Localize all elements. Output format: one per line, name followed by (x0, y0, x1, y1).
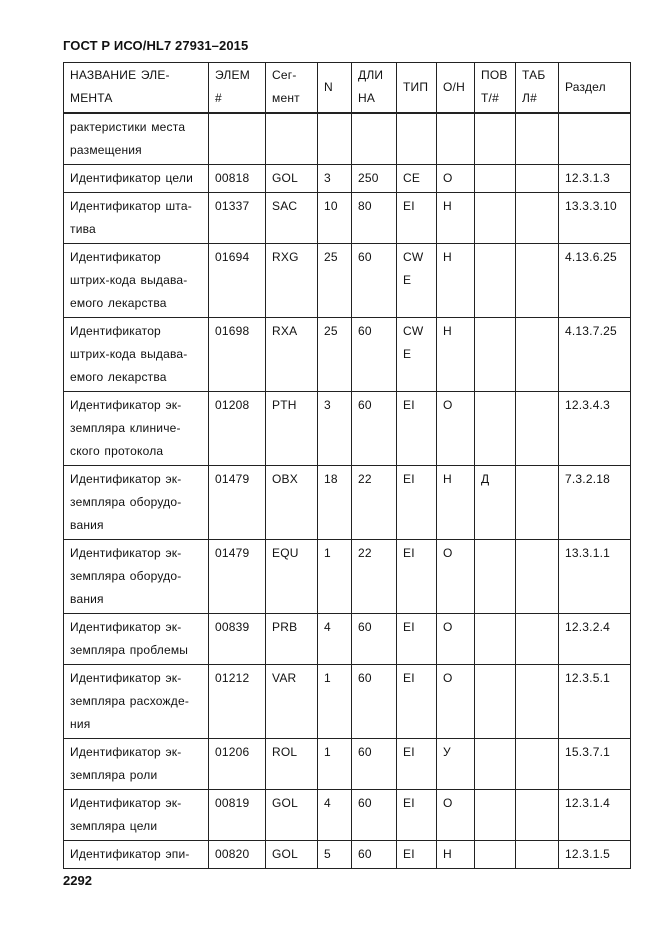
elem-number-cell: 01698 (209, 318, 266, 392)
table-ref-cell (516, 318, 559, 392)
section-cell (559, 113, 631, 165)
elem-number-cell (209, 113, 266, 165)
type-cell: EI (397, 841, 437, 869)
length-cell: 60 (352, 614, 397, 665)
element-name-cell: Идентификатор эк-земпляра оборудо-вания (64, 466, 209, 540)
table-ref-cell (516, 392, 559, 466)
segment-cell: PTH (266, 392, 318, 466)
element-name-cell: Идентификатор эк-земпляра клиниче-ского протокола (64, 392, 209, 466)
rep-cell (475, 841, 516, 869)
rep-cell (475, 665, 516, 739)
section-cell: 12.3.1.4 (559, 790, 631, 841)
column-header-segment: Сег-мент (266, 63, 318, 114)
length-cell: 80 (352, 193, 397, 244)
section-cell: 4.13.7.25 (559, 318, 631, 392)
element-name-cell: Идентификатор эк-земпляра роли (64, 739, 209, 790)
length-cell: 22 (352, 466, 397, 540)
rep-cell (475, 165, 516, 193)
table-ref-cell (516, 790, 559, 841)
column-header-length: ДЛИ НА (352, 63, 397, 114)
on-cell: О (437, 614, 475, 665)
table-row (64, 244, 631, 318)
on-cell: О (437, 540, 475, 614)
n-cell: 25 (318, 318, 352, 392)
n-cell: 1 (318, 540, 352, 614)
on-cell: О (437, 392, 475, 466)
elem-number-cell: 01479 (209, 466, 266, 540)
segment-cell: SAC (266, 193, 318, 244)
column-header-tbl: ТАБ Л# (516, 63, 559, 114)
length-cell: 60 (352, 841, 397, 869)
table-row (64, 540, 631, 614)
on-cell: О (437, 165, 475, 193)
element-name-cell: Идентификатор штрих-кода выдава-емого лекарства (64, 318, 209, 392)
table-row (64, 614, 631, 665)
table-row (64, 739, 631, 790)
table-ref-cell (516, 540, 559, 614)
page-number: 2292 (63, 873, 92, 888)
on-cell: Н (437, 318, 475, 392)
elem-number-cell: 00839 (209, 614, 266, 665)
column-header-rep: ПОВ Т/# (475, 63, 516, 114)
table-row (64, 790, 631, 841)
type-cell: EI (397, 540, 437, 614)
section-cell: 12.3.2.4 (559, 614, 631, 665)
n-cell: 1 (318, 739, 352, 790)
n-cell: 5 (318, 841, 352, 869)
table-ref-cell (516, 614, 559, 665)
elem-number-cell: 00818 (209, 165, 266, 193)
type-cell: EI (397, 790, 437, 841)
section-cell: 12.3.5.1 (559, 665, 631, 739)
table-row (64, 193, 631, 244)
on-cell: Н (437, 244, 475, 318)
n-cell: 4 (318, 790, 352, 841)
segment-cell: ROL (266, 739, 318, 790)
table-ref-cell (516, 193, 559, 244)
on-cell: О (437, 790, 475, 841)
length-cell: 250 (352, 165, 397, 193)
elem-number-cell: 01479 (209, 540, 266, 614)
rep-cell (475, 392, 516, 466)
elem-number-cell: 01337 (209, 193, 266, 244)
table-ref-cell (516, 113, 559, 165)
section-cell: 4.13.6.25 (559, 244, 631, 318)
section-cell: 12.3.1.5 (559, 841, 631, 869)
elem-number-cell: 01208 (209, 392, 266, 466)
table-ref-cell (516, 739, 559, 790)
segment-cell (266, 113, 318, 165)
table-ref-cell (516, 466, 559, 540)
column-header-type: ТИП (397, 63, 437, 114)
table-row (64, 392, 631, 466)
element-name-cell: Идентификатор эк-земпляра оборудо-вания (64, 540, 209, 614)
length-cell (352, 113, 397, 165)
table-row (64, 665, 631, 739)
column-header-on: О/Н (437, 63, 475, 114)
length-cell: 60 (352, 790, 397, 841)
length-cell: 60 (352, 665, 397, 739)
on-cell: О (437, 665, 475, 739)
length-cell: 60 (352, 318, 397, 392)
segment-cell: OBX (266, 466, 318, 540)
section-cell: 15.3.7.1 (559, 739, 631, 790)
type-cell: CW E (397, 318, 437, 392)
rep-cell (475, 193, 516, 244)
section-cell: 12.3.4.3 (559, 392, 631, 466)
length-cell: 60 (352, 244, 397, 318)
type-cell: EI (397, 739, 437, 790)
table-body (64, 113, 631, 869)
element-name-cell: Идентификатор шта-тива (64, 193, 209, 244)
type-cell: EI (397, 193, 437, 244)
section-cell: 13.3.1.1 (559, 540, 631, 614)
table-ref-cell (516, 244, 559, 318)
segment-cell: GOL (266, 790, 318, 841)
type-cell (397, 113, 437, 165)
table-ref-cell (516, 841, 559, 869)
rep-cell (475, 318, 516, 392)
rep-cell (475, 614, 516, 665)
segment-cell: GOL (266, 165, 318, 193)
rep-cell (475, 790, 516, 841)
elem-number-cell: 00819 (209, 790, 266, 841)
table-ref-cell (516, 165, 559, 193)
on-cell: Н (437, 466, 475, 540)
on-cell: У (437, 739, 475, 790)
table-header-row (64, 63, 631, 114)
on-cell: Н (437, 193, 475, 244)
segment-cell: PRB (266, 614, 318, 665)
segment-cell: VAR (266, 665, 318, 739)
on-cell (437, 113, 475, 165)
column-header-elem: ЭЛЕМ # (209, 63, 266, 114)
element-name-cell: Идентификатор штрих-кода выдава-емого лекарства (64, 244, 209, 318)
elem-number-cell: 01206 (209, 739, 266, 790)
element-name-cell: Идентификатор эк-земпляра проблемы (64, 614, 209, 665)
rep-cell (475, 244, 516, 318)
table-row (64, 113, 631, 165)
elem-number-cell: 01694 (209, 244, 266, 318)
element-name-cell: Идентификатор цели (64, 165, 209, 193)
rep-cell (475, 540, 516, 614)
section-cell: 13.3.3.10 (559, 193, 631, 244)
element-name-cell: Идентификатор эпи- (64, 841, 209, 869)
length-cell: 60 (352, 392, 397, 466)
type-cell: EI (397, 614, 437, 665)
column-header-name: НАЗВАНИЕ ЭЛЕ-МЕНТА (64, 63, 209, 114)
section-cell: 7.3.2.18 (559, 466, 631, 540)
table-row (64, 165, 631, 193)
length-cell: 60 (352, 739, 397, 790)
rep-cell (475, 113, 516, 165)
element-name-cell: Идентификатор эк-земпляра цели (64, 790, 209, 841)
type-cell: EI (397, 665, 437, 739)
segment-cell: RXG (266, 244, 318, 318)
element-name-cell: Идентификатор эк-земпляра расхожде-ния (64, 665, 209, 739)
n-cell: 3 (318, 165, 352, 193)
section-cell: 12.3.1.3 (559, 165, 631, 193)
n-cell (318, 113, 352, 165)
rep-cell (475, 739, 516, 790)
column-header-section: Раздел (559, 63, 631, 114)
segment-cell: RXA (266, 318, 318, 392)
type-cell: EI (397, 466, 437, 540)
table-row (64, 841, 631, 869)
n-cell: 10 (318, 193, 352, 244)
elem-number-cell: 00820 (209, 841, 266, 869)
element-name-cell: рактеристики места размещения (64, 113, 209, 165)
type-cell: CW E (397, 244, 437, 318)
segment-cell: EQU (266, 540, 318, 614)
table-ref-cell (516, 665, 559, 739)
table-row (64, 318, 631, 392)
document-header: ГОСТ Р ИСО/HL7 27931–2015 (63, 38, 249, 53)
n-cell: 3 (318, 392, 352, 466)
table-row (64, 466, 631, 540)
elem-number-cell: 01212 (209, 665, 266, 739)
n-cell: 1 (318, 665, 352, 739)
n-cell: 4 (318, 614, 352, 665)
length-cell: 22 (352, 540, 397, 614)
type-cell: CE (397, 165, 437, 193)
rep-cell: Д (475, 466, 516, 540)
segment-cell: GOL (266, 841, 318, 869)
column-header-n: N (318, 63, 352, 114)
on-cell: Н (437, 841, 475, 869)
element-table (63, 62, 631, 869)
n-cell: 18 (318, 466, 352, 540)
type-cell: EI (397, 392, 437, 466)
n-cell: 25 (318, 244, 352, 318)
